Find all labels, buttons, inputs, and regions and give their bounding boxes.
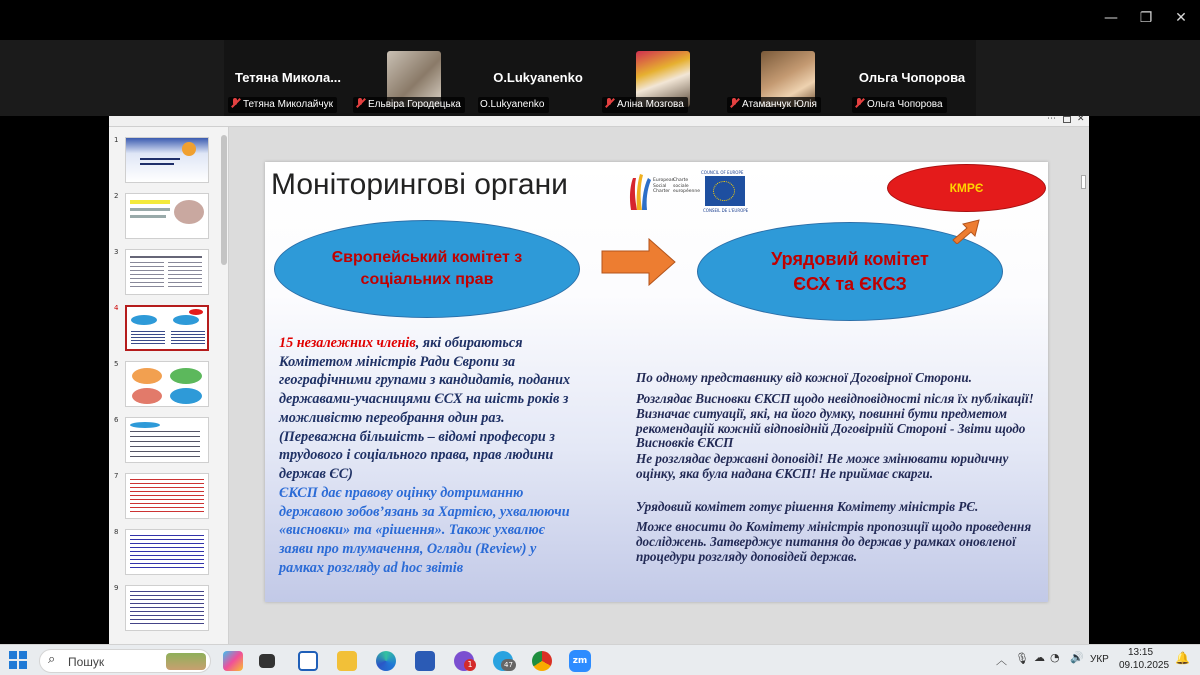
muted-mic-icon — [729, 98, 739, 108]
taskbar-search-box[interactable] — [39, 649, 211, 673]
slide-title: Моніторингові органи — [271, 168, 568, 201]
participant-name-label: Аліна Мозгова — [602, 97, 688, 113]
muted-mic-icon — [355, 98, 365, 108]
right-paragraph-2: Розглядає Висновки ЄКСП щодо невідповідності після їх публікації! Визначає ситуації, які, на його думку, повинні бути предметом рекомендацій кожній відповідній Договірній Стороні - Звіти щодо Висновків ЄКСП — [636, 391, 1034, 451]
participant-tile[interactable] — [226, 40, 350, 116]
window-titlebar — [0, 0, 1200, 40]
participant-name-label: Ельвіра Городецька — [353, 97, 465, 113]
viber-icon[interactable]: 1 — [454, 651, 474, 671]
windows-start-icon[interactable] — [9, 651, 27, 669]
right-paragraph-5: Може вносити до Комітету міністрів пропозиції щодо проведення досліджень. Затверджує питання до держав у рамках оновленої процедури розгляду доповідей держав. — [636, 519, 1032, 564]
right-arrow-icon — [601, 238, 677, 286]
onedrive-icon[interactable]: ☁ — [1034, 651, 1045, 664]
zoom-icon[interactable]: zm — [569, 650, 591, 672]
thumb-number: 8 — [114, 528, 119, 536]
current-slide — [265, 162, 1048, 602]
participant-gallery — [0, 40, 1200, 116]
participant-name-label: Ольга Чопорова — [852, 97, 947, 113]
minimize-button[interactable]: — — [1104, 10, 1118, 26]
restore-button[interactable]: ❐ — [1139, 10, 1153, 26]
participant-tile[interactable] — [476, 40, 600, 116]
up-right-arrow-icon — [951, 216, 981, 244]
slide-thumbnail[interactable] — [125, 137, 209, 183]
slide-thumbnail[interactable] — [125, 529, 209, 575]
participant-name-label: Тетяна Миколайчук — [228, 97, 337, 113]
store-icon[interactable] — [415, 651, 435, 671]
european-social-charter-logo: European Social Charter Charte sociale européenne — [627, 172, 697, 212]
gallery-strip — [224, 40, 976, 116]
close-icon[interactable]: ✕ — [1077, 114, 1085, 124]
participant-display-name: Тетяна Микола... — [234, 70, 342, 85]
slide-thumbnail[interactable] — [125, 473, 209, 519]
left-paragraph-1: 15 незалежних членів, які обираються Комітетом міністрів Ради Європи за географічними групами з кандидатів, поданих державами-учасницями ЄСХ на шість років з можливістю переобрання один раз. (Переважна більшість – відомі професори з трудового і соціального права, прав людини держав ЄС) — [279, 335, 571, 483]
edge-browser-icon[interactable] — [376, 651, 396, 671]
participant-display-name: O.Lukyanenko — [493, 70, 583, 85]
participant-tile[interactable] — [850, 40, 974, 116]
european-committee-ellipse: Європейський комітет з соціальних прав — [274, 220, 580, 318]
search-placeholder: Пошук — [68, 655, 105, 669]
council-of-europe-logo: COUNCIL OF EUROPE CONSEIL DE L'EUROPE — [701, 170, 749, 213]
participant-display-name: Ольга Чопорова — [858, 70, 966, 85]
telegram-icon[interactable]: 47 — [493, 651, 513, 671]
close-button[interactable]: ✕ — [1175, 10, 1187, 26]
right-paragraph-3: Не розглядає державні доповіді! Не може змінювати юридичну оцінку, яка була надана ЄКСП! Не приймає скарги. — [636, 451, 1009, 481]
thumb-number: 2 — [114, 192, 119, 200]
clock-time[interactable]: 13:15 — [1128, 647, 1154, 658]
more-icon[interactable]: ⋯ — [1047, 114, 1056, 124]
right-paragraph-4: Урядовий комітет готує рішення Комітету міністрів РЄ. — [636, 499, 979, 514]
governmental-committee-ellipse: Урядовий комітет ЄСХ та ЄКСЗ — [697, 222, 1003, 321]
thumb-number: 6 — [114, 416, 119, 424]
participant-tile[interactable] — [351, 40, 475, 116]
thumb-number: 1 — [114, 136, 119, 144]
muted-mic-icon — [230, 98, 240, 108]
windows-taskbar — [0, 644, 1200, 675]
thumb-number: 5 — [114, 360, 119, 368]
thumb-number: 4 — [114, 304, 119, 312]
search-icon: ⌕ — [48, 652, 56, 667]
widgets-icon[interactable] — [298, 651, 318, 671]
slide-thumbnail[interactable] — [125, 585, 209, 631]
thumb-number: 7 — [114, 472, 119, 480]
left-paragraph-2: ЄКСП дає правову оцінку дотриманню державою зобов’язань за Хартією, ухвалюючи «висновки» та «рішення». Також ухвалює заяви про тлумачення, Огляди (Review) у рамках розгляду ad hoc звітів — [279, 485, 570, 576]
kmre-ellipse: КМРЄ — [887, 164, 1046, 212]
restore-icon[interactable] — [1063, 116, 1071, 123]
participant-tile[interactable] — [725, 40, 849, 116]
notification-bell-icon[interactable]: 🔔 — [1175, 651, 1190, 665]
chevron-up-icon[interactable]: ︿ — [996, 654, 1007, 667]
editor-scrollbar[interactable] — [1081, 175, 1086, 189]
search-highlight-image — [166, 653, 206, 670]
chrome-icon[interactable] — [532, 651, 552, 671]
shared-window-toolbar — [109, 116, 1089, 127]
copilot-icon[interactable] — [223, 651, 243, 671]
slide-thumbnail[interactable] — [125, 193, 209, 239]
task-view-icon[interactable] — [259, 654, 275, 668]
slide-thumbnail[interactable] — [125, 249, 209, 295]
participant-tile[interactable] — [600, 40, 724, 116]
participant-name-label: Атаманчук Юлія — [727, 97, 821, 113]
coe-flag-icon — [705, 176, 745, 206]
slide-thumbnail[interactable] — [125, 417, 209, 463]
muted-mic-icon — [854, 98, 864, 108]
right-paragraph-1: По одному представнику від кожної Договірної Сторони. — [636, 370, 972, 385]
wifi-icon[interactable]: ◔ — [1050, 651, 1060, 664]
thumb-number: 3 — [114, 248, 119, 256]
clock-date[interactable]: 09.10.2025 — [1119, 660, 1170, 671]
participant-name-label: O.Lukyanenko — [478, 97, 549, 113]
slide-thumbnail-selected[interactable] — [125, 305, 209, 351]
volume-icon[interactable]: 🔊 — [1070, 651, 1084, 664]
language-indicator[interactable]: УКР — [1090, 654, 1109, 665]
muted-mic-icon — [604, 98, 614, 108]
thumbnail-scrollbar[interactable] — [221, 135, 227, 265]
slide-thumbnail[interactable] — [125, 361, 209, 407]
microphone-icon[interactable]: 🎙 — [1015, 652, 1029, 665]
file-explorer-icon[interactable] — [337, 651, 357, 671]
slide-thumbnail-panel[interactable] — [109, 127, 229, 644]
thumb-number: 9 — [114, 584, 119, 592]
